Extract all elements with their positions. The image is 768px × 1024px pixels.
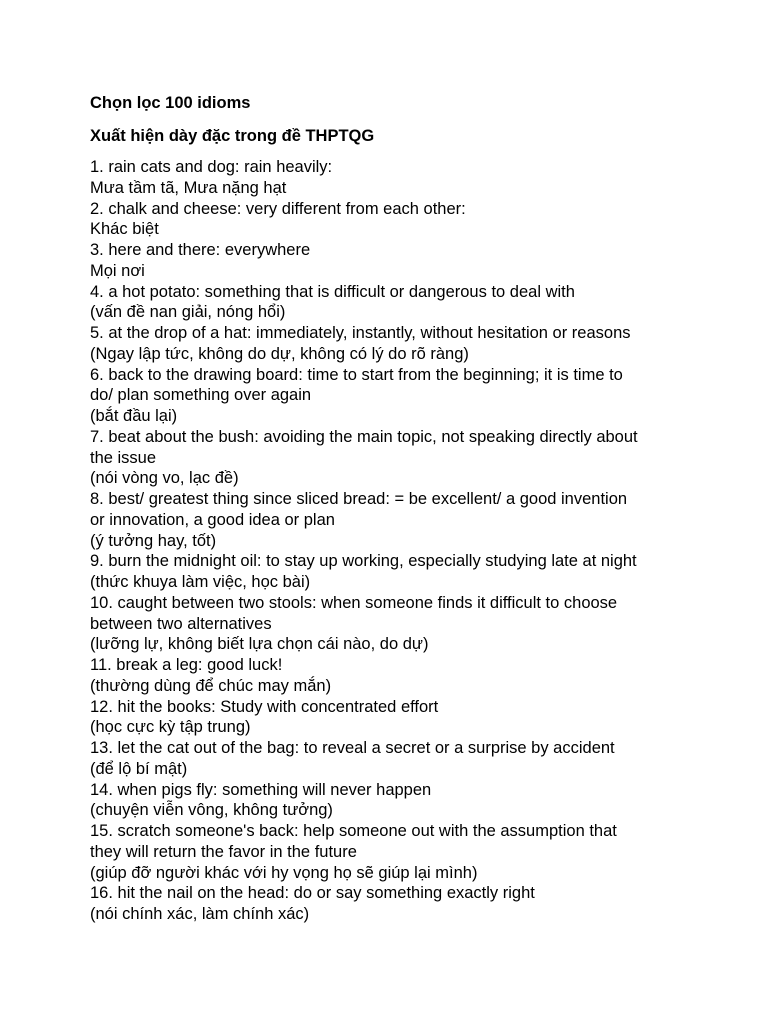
text-line: 3. here and there: everywhere [90, 241, 311, 259]
text-line: they will return the favor in the future [90, 842, 357, 861]
text-line: (bắt đầu lại) [90, 407, 178, 425]
idiom-list [90, 157, 690, 925]
text-line: 1. rain cats and dog: rain heavily: [90, 158, 333, 176]
text-line: (lưỡng lự, không biết lựa chọn cái nào, do dự) [90, 635, 429, 654]
text-line: 14. when pigs fly: something will never happen [90, 780, 432, 799]
text-line: Khác biệt [90, 220, 159, 239]
text-line: 7. beat about the bush: avoiding the main topic, not speaking directly about [90, 427, 638, 446]
text-line: 5. at the drop of a hat: immediately, instantly, without hesitation or reasons [90, 324, 631, 342]
text-line: Mưa tầm tã, Mưa nặng hạt [90, 178, 287, 197]
text-line: do/ plan something over again [90, 386, 312, 405]
text-line: 9. burn the midnight oil: to stay up working, especially studying late at night [90, 552, 637, 571]
text-line: 2. chalk and cheese: very different from each other: [90, 199, 466, 218]
text-line: (nói vòng vo, lạc đề) [90, 469, 239, 488]
text-line: 4. a hot potato: something that is difficult or dangerous to deal with [90, 282, 575, 301]
text-line: 6. back to the drawing board: time to start from the beginning; it is time to [90, 365, 623, 384]
text-line: 8. best/ greatest thing since sliced bread: = be excellent/ a good invention [90, 490, 628, 508]
text-line: (vấn đề nan giải, nóng hổi) [90, 303, 286, 322]
text-line: 11. break a leg: good luck! [90, 656, 283, 674]
text-line: (nói chính xác, làm chính xác) [90, 905, 310, 923]
text-line: 12. hit the books: Study with concentrated effort [90, 697, 439, 716]
text-line: the issue [90, 448, 157, 467]
document-title: Chọn lọc 100 idioms [90, 94, 251, 112]
text-line: (giúp đỡ người khác với hy vọng họ sẽ giúp lại mình) [90, 863, 478, 882]
document-subtitle: Xuất hiện dày đặc trong đề THPTQG [90, 127, 375, 145]
text-line: 16. hit the nail on the head: do or say something exactly right [90, 884, 535, 903]
document-content [90, 93, 690, 925]
text-line: (Ngay lập tức, không do dự, không có lý do rõ ràng) [90, 344, 469, 363]
text-line: 13. let the cat out of the bag: to reveal a secret or a surprise by accident [90, 739, 615, 757]
text-line: 10. caught between two stools: when someone finds it difficult to choose [90, 593, 618, 612]
text-line: (học cực kỳ tập trung) [90, 718, 251, 737]
text-line: (ý tưởng hay, tốt) [90, 531, 217, 550]
text-line: 15. scratch someone's back: help someone out with the assumption that [90, 822, 617, 840]
text-line: between two alternatives [90, 614, 272, 633]
text-line: (chuyện viễn vông, không tưởng) [90, 801, 333, 820]
text-line: Mọi nơi [90, 261, 145, 280]
text-line: or innovation, a good idea or plan [90, 510, 335, 529]
text-line: (thức khuya làm việc, học bài) [90, 573, 311, 591]
text-line: (để lộ bí mật) [90, 759, 188, 778]
text-line: (thường dùng để chúc may mắn) [90, 676, 332, 695]
